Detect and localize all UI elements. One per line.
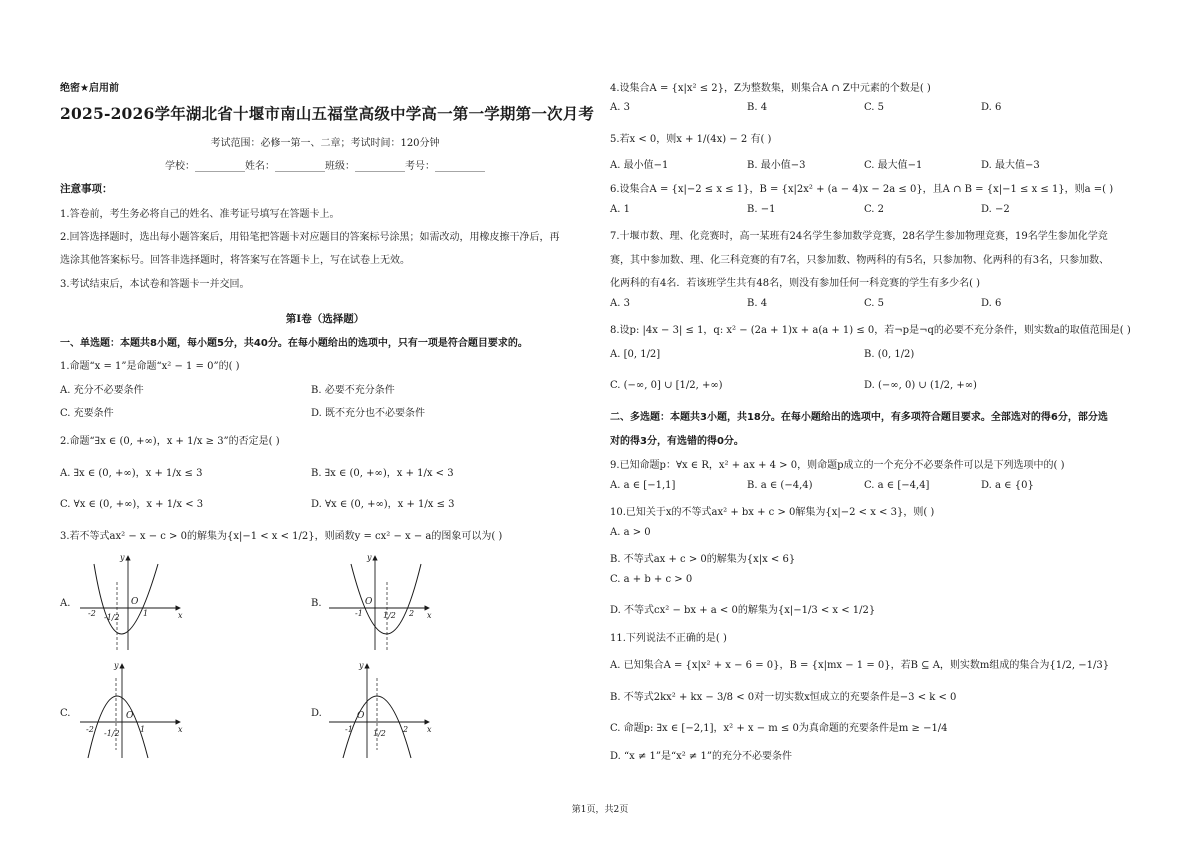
q3-graph-c-xlabel: x: [178, 725, 183, 734]
section-2-heading: 二、多选题：本题共3小题，共18分。在每小题给出的选项中，有多项符合题目要求。全部选对的得6分，部分选: [610, 412, 1108, 423]
q3-option-a: A.: [60, 598, 71, 609]
q11-option-a: A. 已知集合A = {x|x² + x − 6 = 0}，B = {x|mx − 1 = 0}，若B ⊆ A，则实数m组成的集合为{1/2, −1/3}: [610, 660, 1110, 671]
q3-graph-b-origin: O: [365, 597, 373, 607]
q10-stem: 10.已知关于x的不等式ax² + bx + c > 0解集为{x|−2 < x < 3}，则( ): [610, 507, 935, 518]
q7-option-b: B. 4: [747, 298, 768, 309]
q5-option-d: D. 最大值−3: [981, 160, 1040, 171]
q3-graph-a-origin: O: [131, 597, 139, 607]
q3-graph-c-tick: -1/2: [104, 729, 120, 738]
q4-option-a: A. 3: [610, 102, 630, 113]
q9-option-c: C. a ∈ [−4,4]: [864, 480, 930, 491]
q9-stem: 9.已知命题p：∀x ∈ R，x² + ax + 4 > 0，则命题p成立的一个充分不必要条件可以是下列选项中的( ): [610, 460, 1065, 471]
q3-graph-b-ylabel: y: [367, 553, 372, 562]
q7-option-c: C. 5: [864, 298, 885, 309]
q2-option-c: C. ∀x ∈ (0, +∞)，x + 1/x < 3: [60, 499, 204, 510]
q1-option-b: B. 必要不充分条件: [311, 385, 395, 396]
q3-graph-c-tick: -2: [86, 725, 94, 734]
q3-graph-a: [76, 552, 186, 652]
q9-option-b: B. a ∈ (−4,4): [747, 480, 813, 491]
q3-graph-d-xlabel: x: [427, 725, 432, 734]
q3-graph-d: [325, 660, 435, 760]
exam-title: 2025-2026学年湖北省十堰市南山五福堂高级中学高一第一学期第一次月考: [60, 104, 595, 123]
q11-option-b: B. 不等式2kx² + kx − 3/8 < 0对一切实数x恒成立的充要条件是−3 < k < 0: [610, 692, 957, 703]
section-1-title: 第Ⅰ卷（选择题）: [285, 313, 365, 325]
section-1-heading: 一、单选题：本题共8小题，每小题5分，共40分。在每小题给出的选项中，只有一项是符合题目要求的。: [60, 338, 528, 349]
q3-graph-a-ylabel: y: [120, 553, 125, 562]
q3-graph-d-ylabel: y: [359, 661, 364, 670]
q11-stem: 11.下列说法不正确的是( ): [610, 633, 727, 644]
exam-scope: 考试范围：必修一第一、二章；考试时间：120分钟: [210, 138, 440, 149]
q3-graph-d-tick: 1/2: [373, 729, 386, 738]
q3-graph-b-tick: -1: [355, 609, 363, 618]
notice-item: 3.考试结束后，本试卷和答题卡一并交回。: [60, 279, 250, 290]
q3-graph-a-tick: -1/2: [104, 613, 120, 622]
q4-option-b: B. 4: [747, 102, 768, 113]
notice-item: 2.回答选择题时，选出每小题答案后，用铅笔把答题卡对应题目的答案标号涂黑；如需改动，用橡皮擦干净后，再: [60, 232, 560, 243]
q4-stem: 4.设集合A = {x|x² ≤ 2}，Z为整数集，则集合A ∩ Z中元素的个数是( ): [610, 83, 931, 94]
q3-graph-c: [76, 660, 186, 760]
q3-option-d: D.: [311, 708, 322, 719]
q7-option-a: A. 3: [610, 298, 630, 309]
q5-option-a: A. 最小值−1: [610, 160, 669, 171]
q1-option-d: D. 既不充分也不必要条件: [311, 408, 426, 419]
q1-option-a: A. 充分不必要条件: [60, 385, 144, 396]
q6-option-c: C. 2: [864, 204, 885, 215]
q7-stem-line: 化两科的有4名．若该班学生共有48名，则没有参加任何一科竞赛的学生有多少名( ): [610, 278, 981, 289]
q3-graph-b-tick: 2: [409, 609, 415, 618]
q10-option-b: B. 不等式ax + c > 0的解集为{x|x < 6}: [610, 554, 796, 565]
q8-option-c: C. (−∞, 0] ∪ [1/2, +∞): [610, 380, 723, 391]
q3-option-b: B.: [311, 598, 322, 609]
q9-option-a: A. a ∈ [−1,1]: [610, 480, 676, 491]
q3-graph-d-origin: O: [357, 711, 365, 721]
page-number: 第1页，共2页: [571, 805, 629, 815]
q5-stem: 5.若x < 0，则x + 1/(4x) − 2 有( ): [610, 134, 772, 145]
q3-graph-d-tick: 2: [403, 725, 409, 734]
q3-option-c: C.: [60, 708, 71, 719]
q6-option-d: D. −2: [981, 204, 1010, 215]
q8-option-d: D. (−∞, 0) ∪ (1/2, +∞): [864, 380, 977, 391]
q11-option-d: D. “x ≠ 1”是“x² ≠ 1”的充分不必要条件: [610, 751, 792, 762]
q4-option-c: C. 5: [864, 102, 885, 113]
section-2-heading: 对的得3分，有选错的得0分。: [610, 436, 744, 447]
q3-graph-b-tick: 1/2: [383, 611, 396, 620]
q3-graph-b-xlabel: x: [427, 611, 432, 620]
q6-option-a: A. 1: [610, 204, 630, 215]
q3-graph-c-origin: O: [126, 711, 134, 721]
q2-option-a: A. ∃x ∈ (0, +∞)，x + 1/x ≤ 3: [60, 468, 203, 479]
q9-option-d: D. a ∈ {0}: [981, 480, 1034, 491]
student-info-fields: 学校：__________姓名：__________班级：__________考号：__________: [165, 161, 485, 172]
q2-option-d: D. ∀x ∈ (0, +∞)，x + 1/x ≤ 3: [311, 499, 455, 510]
q3-graph-a-xlabel: x: [178, 611, 183, 620]
q3-graph-c-ylabel: y: [114, 661, 119, 670]
q2-option-b: B. ∃x ∈ (0, +∞)，x + 1/x < 3: [311, 468, 454, 479]
q7-stem-line: 7.十堰市数、理、化竞赛时，高一某班有24名学生参加数学竞赛，28名学生参加物理竞赛，19名学生参加化学竞: [610, 231, 1108, 242]
q3-graph-a-tick: 1: [143, 609, 149, 618]
q7-stem-line: 赛，其中参加数、理、化三科竞赛的有7名，只参加数、物两科的有5名，只参加物、化两科的有3名，只参加数、: [610, 255, 1110, 266]
q3-stem: 3.若不等式ax² − x − c > 0的解集为{x|−1 < x < 1/2}，则函数y = cx² − x − a的图象可以为( ): [60, 531, 503, 542]
notice-item: 1.答卷前，考生务必将自己的姓名、准考证号填写在答题卡上。: [60, 209, 340, 220]
q6-option-b: B. −1: [747, 204, 776, 215]
q8-stem: 8.设p: |4x − 3| ≤ 1，q: x² − (2a + 1)x + a(a + 1) ≤ 0，若¬p是¬q的必要不充分条件，则实数a的取值范围是( ): [610, 325, 1131, 336]
q5-option-b: B. 最小值−3: [747, 160, 806, 171]
q1-stem: 1.命题“x = 1”是命题“x² − 1 = 0”的( ): [60, 361, 240, 372]
q3-graph-a-tick: -2: [88, 609, 96, 618]
q10-option-c: C. a + b + c > 0: [610, 574, 693, 585]
q5-option-c: C. 最大值−1: [864, 160, 923, 171]
q8-option-b: B. (0, 1/2): [864, 349, 915, 360]
q10-option-a: A. a > 0: [610, 527, 651, 538]
q4-option-d: D. 6: [981, 102, 1002, 113]
q6-stem: 6.设集合A = {x|−2 ≤ x ≤ 1}，B = {x|2x² + (a − 4)x − 2a ≤ 0}，且A ∩ B = {x|−1 ≤ x ≤ 1}，则a =( ): [610, 184, 1114, 195]
q3-graph-d-tick: -1: [345, 725, 353, 734]
notice-item: 选涂其他答案标号。回答非选择题时，将答案写在答题卡上，写在试卷上无效。: [60, 255, 410, 266]
secret-mark: 绝密★启用前: [60, 83, 119, 94]
q8-option-a: A. [0, 1/2]: [610, 349, 661, 360]
notice-heading: 注意事项：: [60, 183, 113, 195]
q3-graph-c-tick: 1: [140, 725, 146, 734]
q3-graph-b: [325, 552, 435, 652]
q1-option-c: C. 充要条件: [60, 408, 114, 419]
q10-option-d: D. 不等式cx² − bx + a < 0的解集为{x|−1/3 < x < 1/2}: [610, 605, 876, 616]
q11-option-c: C. 命题p: ∃x ∈ [−2,1]，x² + x − m ≤ 0为真命题的充要条件是m ≥ −1/4: [610, 723, 948, 734]
q7-option-d: D. 6: [981, 298, 1002, 309]
q2-stem: 2.命题“∃x ∈ (0, +∞)，x + 1/x ≥ 3”的否定是( ): [60, 436, 280, 447]
